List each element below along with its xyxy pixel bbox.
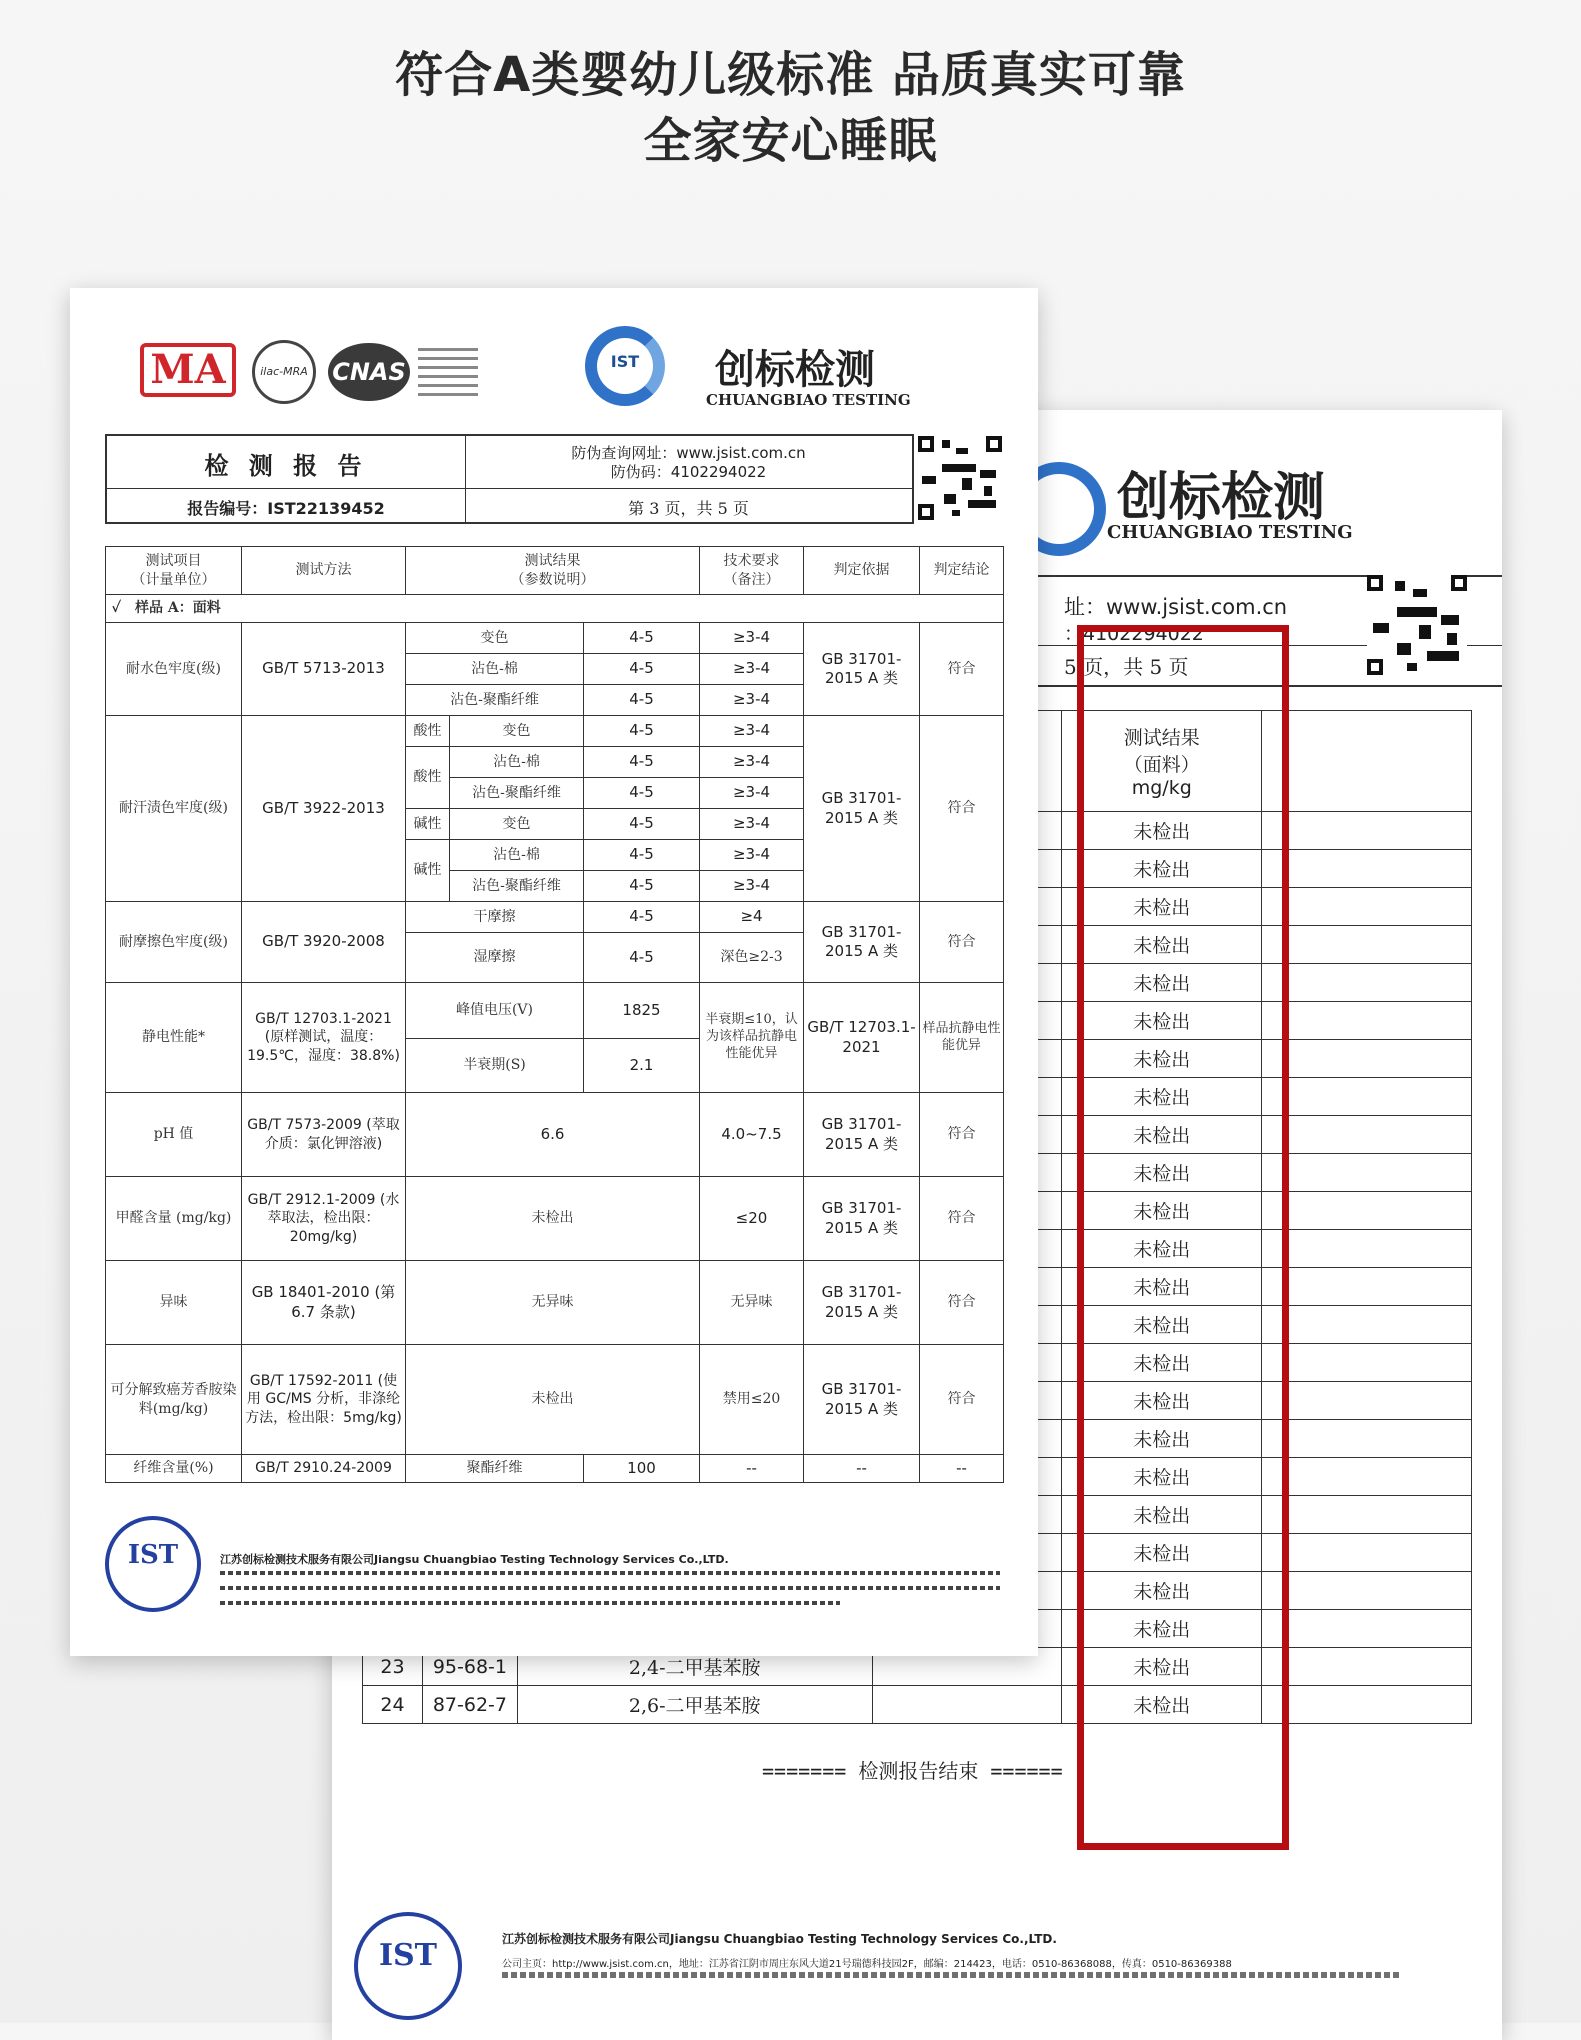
highlight-box xyxy=(1077,625,1289,1850)
table-row: 未检出 xyxy=(363,1572,1472,1610)
front-results-table: 测试项目 （计量单位） 测试方法 测试结果 （参数说明） 技术要求 （备注） 判定依据 判定结论 ✓ 样品 A：面料 耐水色牢度(级) GB/T 5713-2013 变色 4-5 ≥3-4 GB 31701-2015 A 类 符合 沾色-棉 4-5 ≥3-4 沾色-聚酯纤维 4-5 ≥3-4 耐汗渍色牢度(级) GB/T 3922-2013 酸性 变色 4-5 ≥3-4 GB 31701-2015 A 类 符合 酸性 沾色-棉 4-5 ≥3-4 沾色-聚酯纤维 4-5 ≥3-4 碱性 变色 4-5 ≥3-4 碱性 沾色-棉 4-5 ≥3-4 沾色-聚酯纤维 4-5 ≥3-4 耐摩擦色牢度(级) GB/T 3920-2008 干摩擦 4-5 ≥4 GB 31701-2015 A 类 符合 湿摩擦 4-5 深色≥2-3 静电性能* GB/T 12703.1-2021 (原样测试，温度：19.5℃，湿度：38.8%) 峰值电压(V) 1825 半衰期≤10，认为该样品抗静电性能优异 GB/T 12703.1-2021 样品抗静电性能优异 半衰期(S) 2.1 pH 值 GB/T 7573-2009 (萃取介质：氯化钾溶液) 6.6 4.0~7.5 GB 31701-2015 A 类 符合 甲醛含量 (mg/kg) GB/T 2912.1-2009 (水萃取法，检出限：20mg/kg) 未检出 ≤20 GB 31701-2015 A 类 符合 异味 GB 18401-2010 (第 6.7 条款) 无异味 无异味 GB 31701-2015 A 类 符合 可分解致癌芳香胺染料(mg/kg) GB/T 17592-2011 (使用 GC/MS 分析，非涤纶方法，检出限：5mg/kg) 未检出 禁用≤20 GB 31701-2015 A 类 符合 纤维含量(%) GB/T 2910.24-2009 聚酯纤维 100 -- -- -- xyxy=(105,546,1004,1483)
table-row: 静电性能* GB/T 12703.1-2021 (原样测试，温度：19.5℃，湿度：38.8%) 峰值电压(V) 1825 半衰期≤10，认为该样品抗静电性能优异 GB/T 12703.1-2021 样品抗静电性能优异 xyxy=(106,983,1004,1039)
result-header: 测试结果 （面料） mg/kg xyxy=(1062,711,1262,812)
table-row: 未检出 xyxy=(363,1040,1472,1078)
table-row: 未检出 xyxy=(363,1230,1472,1268)
table-row: 未检出 xyxy=(363,1382,1472,1420)
ist-seal-icon: IST xyxy=(105,1516,201,1612)
verify-url: 防伪查询网址：www.jsist.com.cn xyxy=(571,444,806,462)
col-requirement: 技术要求 （备注） xyxy=(700,547,804,595)
table-row: 未检出 xyxy=(363,1192,1472,1230)
cnas-logo-icon: CNAS xyxy=(328,343,410,401)
ist-logo-icon: IST xyxy=(585,326,665,406)
back-brand-cn: 创标检测 xyxy=(1117,467,1326,528)
table-row: 未检出 xyxy=(363,850,1472,888)
table-row: 未检出 xyxy=(363,1116,1472,1154)
back-brand-en: CHUANGBIAO TESTING xyxy=(1107,522,1353,543)
table-row: 耐汗渍色牢度(级) GB/T 3922-2013 酸性 变色 4-5 ≥3-4 GB 31701-2015 A 类 符合 xyxy=(106,716,1004,747)
front-brand-cn: 创标检测 xyxy=(715,346,875,393)
front-brand-en: CHUANGBIAO TESTING xyxy=(706,391,911,409)
front-report-sheet xyxy=(70,288,1038,1656)
table-row: 未检出 xyxy=(363,1306,1472,1344)
table-row: 未检出 xyxy=(363,964,1472,1002)
table-row: 未检出 xyxy=(363,888,1472,926)
table-row: 异味 GB 18401-2010 (第 6.7 条款) 无异味 无异味 GB 31701-2015 A 类 符合 xyxy=(106,1261,1004,1345)
qr-code-icon xyxy=(918,436,1002,520)
table-row: 未检出 xyxy=(363,1496,1472,1534)
col-item: 测试项目 （计量单位） xyxy=(106,547,242,595)
front-footer-line xyxy=(220,1601,840,1605)
cma-logo-icon: MA xyxy=(140,343,236,397)
front-footer-line xyxy=(220,1586,1000,1590)
table-row: 未检出 xyxy=(363,1154,1472,1192)
table-row: 未检出 xyxy=(363,1002,1472,1040)
report-end-marker: ======= 检测报告结束 ====== xyxy=(762,1759,1063,1783)
col-method: 测试方法 xyxy=(242,547,406,595)
verify-code: 防伪码：4102294022 xyxy=(610,463,767,481)
report-number: 报告编号：IST22139452 xyxy=(187,499,385,518)
table-row: 未检出 xyxy=(363,1458,1472,1496)
report-header-box xyxy=(105,434,914,524)
ilac-mra-logo-icon: ilac-MRA xyxy=(252,340,316,404)
table-row: 未检出 xyxy=(363,1534,1472,1572)
front-footer-line xyxy=(220,1571,1000,1575)
back-footer-note xyxy=(502,1972,1402,1978)
col-result: 测试结果 （参数说明） xyxy=(406,547,700,595)
table-row: 24 87-62-7 2,6-二甲基苯胺 未检出 xyxy=(363,1686,1472,1724)
table-row: 纤维含量(%) GB/T 2910.24-2009 聚酯纤维 100 -- -- -- xyxy=(106,1455,1004,1483)
back-footer-company: 江苏创标检测技术服务有限公司Jiangsu Chuangbiao Testing Technology Services Co.,LTD. xyxy=(502,1932,1057,1946)
headline-2: 全家安心睡眠 xyxy=(643,113,938,169)
table-row: 可分解致癌芳香胺染料(mg/kg) GB/T 17592-2011 (使用 GC/MS 分析，非涤纶方法，检出限：5mg/kg) 未检出 禁用≤20 GB 31701-2015 A 类 符合 xyxy=(106,1345,1004,1455)
table-row: 未检出 xyxy=(363,1078,1472,1116)
table-row: pH 值 GB/T 7573-2009 (萃取介质：氯化钾溶液) 6.6 4.0~7.5 GB 31701-2015 A 类 符合 xyxy=(106,1093,1004,1177)
col-conclusion: 判定结论 xyxy=(920,547,1004,595)
table-row: 未检出 xyxy=(363,1610,1472,1648)
headline-1: 符合A类婴幼儿级标准 品质真实可靠 xyxy=(395,47,1186,103)
sample-label: ✓ 样品 A：面料 xyxy=(106,595,1004,623)
table-row: 耐水色牢度(级) GB/T 5713-2013 变色 4-5 ≥3-4 GB 31701-2015 A 类 符合 xyxy=(106,623,1004,654)
table-row: 耐摩擦色牢度(级) GB/T 3920-2008 干摩擦 4-5 ≥4 GB 31701-2015 A 类 符合 xyxy=(106,902,1004,933)
back-code: ：4102294022 xyxy=(1064,623,1204,645)
table-row: 未检出 xyxy=(363,812,1472,850)
table-row: 未检出 xyxy=(363,1420,1472,1458)
accreditation-text-icon xyxy=(418,348,478,396)
front-footer-company: 江苏创标检测技术服务有限公司Jiangsu Chuangbiao Testing Technology Services Co.,LTD. xyxy=(220,1553,729,1566)
back-page: 5 页，共 5 页 xyxy=(1064,655,1189,679)
col-basis: 判定依据 xyxy=(804,547,920,595)
back-url: 址：www.jsist.com.cn xyxy=(1064,595,1288,619)
report-title: 检 测 报 告 xyxy=(204,451,368,480)
table-row: 未检出 xyxy=(363,1344,1472,1382)
table-row: 未检出 xyxy=(363,1268,1472,1306)
table-row: 23 95-68-1 2,4-二甲基苯胺 未检出 xyxy=(363,1648,1472,1686)
qr-code-icon xyxy=(1367,575,1467,675)
table-row: 未检出 xyxy=(363,926,1472,964)
page-indicator: 第 3 页，共 5 页 xyxy=(628,499,749,518)
table-row: 甲醛含量 (mg/kg) GB/T 2912.1-2009 (水萃取法，检出限：20mg/kg) 未检出 ≤20 GB 31701-2015 A 类 符合 xyxy=(106,1177,1004,1261)
back-footer-contact: 公司主页：http://www.jsist.com.cn，地址：江苏省江阴市周庄东风大道21号瑞德科技园2F，邮编：214423，电话：0510-86368088，传真：0510-86369388 xyxy=(502,1959,1232,1970)
ist-seal-icon: IST xyxy=(354,1912,462,2020)
